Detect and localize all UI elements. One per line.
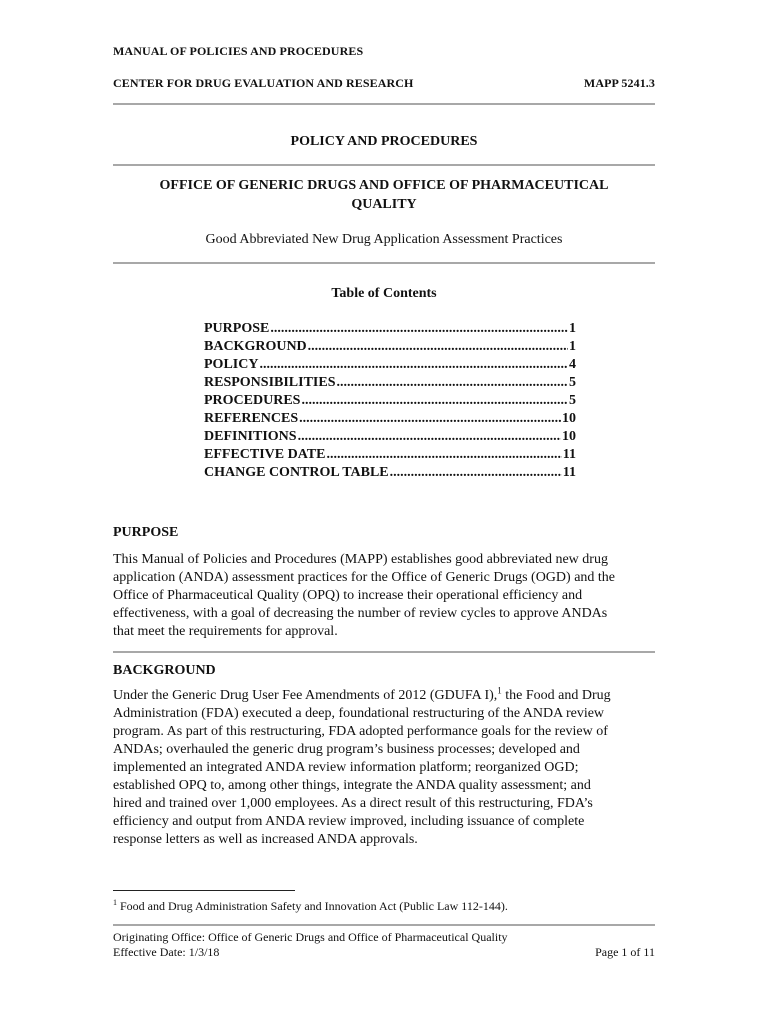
toc-leader <box>259 357 568 373</box>
toc-page: 10 <box>562 411 576 426</box>
toc-item-procedures[interactable] <box>204 393 576 411</box>
toc-leader <box>390 465 562 481</box>
toc-leader <box>298 429 561 445</box>
background-line: established OPQ to, among other things, integrate the ANDA quality assessment; and <box>113 778 591 793</box>
toc-label: CHANGE CONTROL TABLE <box>204 465 389 480</box>
toc-item-references[interactable] <box>204 411 576 429</box>
office-title-line1: OFFICE OF GENERIC DRUGS AND OFFICE OF PHARMACEUTICAL <box>159 178 609 193</box>
background-heading: BACKGROUND <box>113 663 216 678</box>
toc-item-policy[interactable] <box>204 357 576 375</box>
toc-leader <box>270 321 568 337</box>
header-divider <box>113 103 655 105</box>
toc-page: 11 <box>562 447 576 462</box>
page-number: Page 1 of 11 <box>595 945 655 959</box>
policy-title: POLICY AND PROCEDURES <box>290 134 478 149</box>
toc-leader <box>299 411 561 427</box>
toc-label: EFFECTIVE DATE <box>204 447 326 462</box>
background-paragraph <box>113 687 673 849</box>
toc-page: 5 <box>569 375 576 390</box>
toc-item-effective-date[interactable] <box>204 447 576 465</box>
purpose-line: This Manual of Policies and Procedures (MAPP) establishes good abbreviated new drug <box>113 552 608 567</box>
toc-page: 4 <box>569 357 576 372</box>
toc-label: DEFINITIONS <box>204 429 297 444</box>
mapp-number: MAPP 5241.3 <box>583 76 655 90</box>
footnote-marker: 1 <box>113 898 117 907</box>
footnote <box>113 899 508 914</box>
purpose-divider <box>113 651 655 653</box>
toc-leader <box>337 375 568 391</box>
table-of-contents <box>204 321 576 483</box>
footer-divider <box>113 924 655 926</box>
toc-label: PURPOSE <box>204 321 270 336</box>
toc-label: REFERENCES <box>204 411 299 426</box>
toc-page: 1 <box>569 339 576 354</box>
originating-office: Originating Office: Office of Generic Drugs and Office of Pharmaceutical Quality <box>113 930 508 944</box>
center-header: CENTER FOR DRUG EVALUATION AND RESEARCH <box>113 76 414 90</box>
footnote-ref[interactable]: 1 <box>497 685 502 696</box>
toc-label: PROCEDURES <box>204 393 301 408</box>
purpose-line: application (ANDA) assessment practices for the Office of Generic Drugs (OGD) and the <box>113 570 616 585</box>
document-subtitle: Good Abbreviated New Drug Application Assessment Practices <box>205 232 563 247</box>
toc-page: 11 <box>562 465 576 480</box>
toc-label: RESPONSIBILITIES <box>204 375 336 390</box>
purpose-heading: PURPOSE <box>113 525 179 540</box>
purpose-line: that meet the requirements for approval. <box>113 624 338 639</box>
toc-heading: Table of Contents <box>331 286 437 301</box>
toc-label: BACKGROUND <box>204 339 307 354</box>
toc-item-responsibilities[interactable] <box>204 375 576 393</box>
background-line1-text: Under the Generic Drug User Fee Amendments of 2012 (GDUFA I), <box>113 688 498 703</box>
toc-item-change-control-table[interactable] <box>204 465 576 483</box>
title-divider <box>113 164 655 166</box>
effective-date: Effective Date: 1/3/18 <box>113 945 220 959</box>
office-title-line2: QUALITY <box>351 197 417 212</box>
toc-leader <box>301 393 568 409</box>
background-line: hired and trained over 1,000 employees. As a direct result of this restructuring, FDA’s <box>113 796 593 811</box>
toc-page: 5 <box>569 393 576 408</box>
background-line: program. As part of this restructuring, FDA adopted performance goals for the review of <box>113 724 608 739</box>
background-line: efficiency and output from ANDA review improved, including issuance of complete <box>113 814 585 829</box>
toc-label: POLICY <box>204 357 259 372</box>
purpose-line: effectiveness, with a goal of decreasing the number of review cycles to approve ANDAs <box>113 606 608 621</box>
toc-leader <box>308 339 568 355</box>
background-line <box>113 687 673 705</box>
toc-item-background[interactable] <box>204 339 576 357</box>
subtitle-divider <box>113 262 655 264</box>
background-line: Administration (FDA) executed a deep, foundational restructuring of the ANDA review <box>113 706 605 721</box>
footnote-text: Food and Drug Administration Safety and Innovation Act (Public Law 112-144). <box>117 899 508 913</box>
purpose-paragraph <box>113 551 673 641</box>
toc-item-definitions[interactable] <box>204 429 576 447</box>
background-line1-end: the Food and Drug <box>501 688 611 703</box>
background-line: ANDAs; overhauled the generic drug program’s business processes; developed and <box>113 742 580 757</box>
toc-leader <box>326 447 561 463</box>
purpose-line: Office of Pharmaceutical Quality (OPQ) to increase their operational efficiency and <box>113 588 583 603</box>
toc-page: 1 <box>569 321 576 336</box>
background-line: response letters as well as increased ANDA approvals. <box>113 832 418 847</box>
toc-page: 10 <box>562 429 576 444</box>
toc-item-purpose[interactable] <box>204 321 576 339</box>
footnote-separator <box>113 890 295 891</box>
manual-header: MANUAL OF POLICIES AND PROCEDURES <box>113 44 364 58</box>
background-line: implemented an integrated ANDA review information platform; reorganized OGD; <box>113 760 579 775</box>
